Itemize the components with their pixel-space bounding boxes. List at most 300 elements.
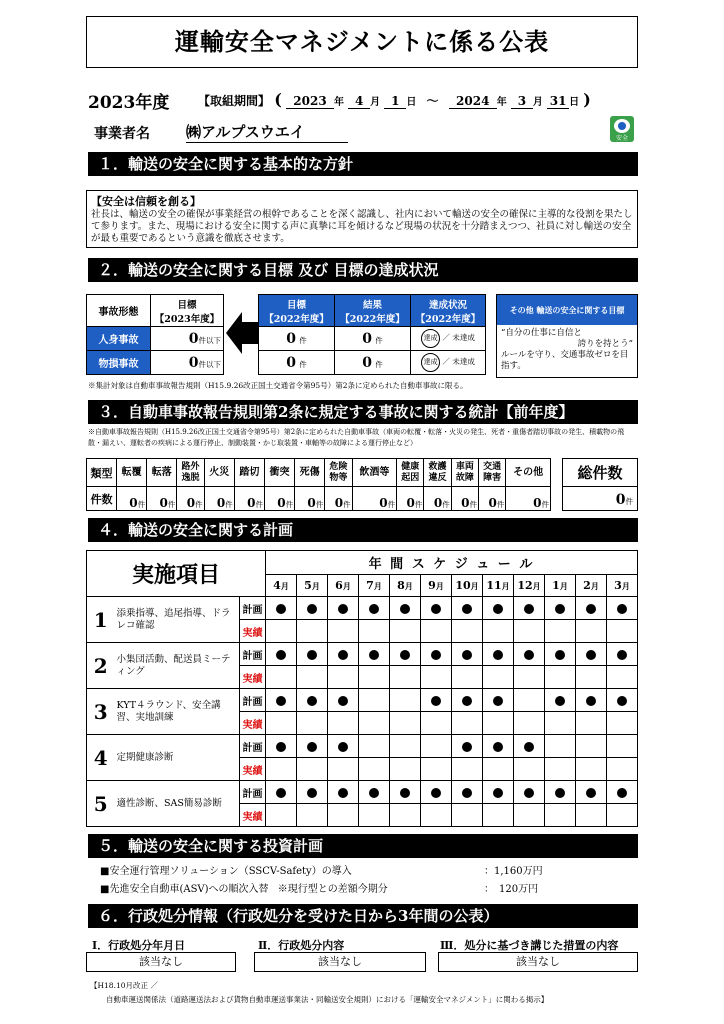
- accident-stats-table: [86, 458, 551, 511]
- plan-cell: [359, 643, 390, 666]
- stat-count: [147, 487, 177, 511]
- month-unit: 月: [590, 581, 599, 591]
- plan-cell: [421, 643, 452, 666]
- actual-cell: [359, 712, 390, 735]
- investment-amount: ： 120万円: [484, 884, 539, 895]
- plan-dot-icon: [369, 650, 379, 660]
- unit: 件: [343, 500, 351, 509]
- plan-dot-icon: [586, 604, 596, 614]
- plan-dot-icon: [524, 650, 534, 660]
- stat-count-value: 0: [129, 496, 138, 510]
- plan-dot-icon: [400, 604, 410, 614]
- actual-cell: [390, 712, 421, 735]
- month-unit: 月: [501, 581, 510, 591]
- unit: 件: [299, 335, 307, 345]
- month-header: [452, 575, 483, 597]
- plan-dot-icon: [524, 788, 534, 798]
- plan-dot-icon: [462, 650, 472, 660]
- stat-count: [451, 487, 478, 511]
- stat-count-value: 0: [216, 496, 226, 510]
- actual-cell: [390, 804, 421, 827]
- item-name: 小集団活動、配送員ミーティング: [115, 643, 240, 689]
- month-number: 9: [428, 579, 436, 592]
- section3-note: ※自動車事故報告規則（H15.9.26改正国土交通省令第95号）第2条に定められた自動車事故（車両の転覆・転落・火災の発生、死者・重傷者踏切事故の発生、積載物の飛散・漏えい、運転者の疾病による運行停止、制動装置・かじ取装置・車軸等の故障による運行停止など）: [88, 428, 625, 447]
- plan-dot-icon: [431, 788, 441, 798]
- actual-cell: [390, 758, 421, 781]
- plan-label: 計画: [240, 689, 266, 712]
- actual-cell: [421, 804, 452, 827]
- company-name: ㈱アルプスウエイ: [186, 121, 348, 143]
- plan-cell: [297, 781, 328, 804]
- stat-count-value: 0: [159, 496, 168, 510]
- plan-cell: [576, 735, 607, 758]
- actual-label: 実績: [240, 758, 266, 781]
- plan-dot-icon: [276, 604, 286, 614]
- plan-cell: [359, 689, 390, 712]
- plan-dot-icon: [338, 696, 348, 706]
- plan-dot-icon: [400, 650, 410, 660]
- plan-cell: [514, 597, 545, 620]
- plan-dot-icon: [524, 742, 534, 752]
- slash: ／: [442, 357, 450, 366]
- plan-cell: [390, 689, 421, 712]
- footer-line-1: 【H18.10月改正 ／: [90, 981, 158, 990]
- stat-count: [177, 487, 204, 511]
- plan-dot-icon: [338, 742, 348, 752]
- plan-dot-icon: [586, 788, 596, 798]
- month-unit: 月: [532, 581, 541, 591]
- end-month: 3: [511, 94, 533, 109]
- stat-count-value: 0: [277, 496, 286, 510]
- plan-dot-icon: [555, 696, 565, 706]
- item-name: 適性診断、SAS簡易診断: [115, 781, 240, 827]
- actual-cell: [328, 620, 359, 643]
- stat-category: 火災: [204, 459, 234, 487]
- stat-count: [506, 487, 551, 511]
- plan-dot-icon: [369, 788, 379, 798]
- plan-dot-icon: [586, 696, 596, 706]
- stat-count: [117, 487, 147, 511]
- investment-amount: ：1,160万円: [484, 866, 543, 877]
- plan-dot-icon: [617, 650, 627, 660]
- investment-label: ■安全運行管理ソリューション（SSCV-Safety）の導入: [100, 866, 352, 877]
- achieved-circle: 達成: [421, 329, 440, 348]
- unit: 件: [195, 500, 203, 509]
- actual-cell: [390, 666, 421, 689]
- actual-cell: [514, 620, 545, 643]
- actual-cell: [266, 758, 297, 781]
- plan-cell: [328, 643, 359, 666]
- plan-cell: [421, 689, 452, 712]
- item-number: 4: [87, 735, 115, 781]
- actual-cell: [452, 712, 483, 735]
- result-injury: [335, 327, 411, 351]
- plan-cell: [483, 689, 514, 712]
- section5-heading: ５．輸送の安全に関する投資計画: [88, 834, 638, 858]
- plan-dot-icon: [307, 696, 317, 706]
- unit: 件: [414, 500, 423, 509]
- actual-cell: [359, 620, 390, 643]
- stat-category: 転落: [147, 459, 177, 487]
- actual-cell: [545, 758, 576, 781]
- col-accident-type: 事故形態: [87, 295, 151, 327]
- actual-cell: [514, 666, 545, 689]
- investment-note: ※現行型との差額今期分: [277, 884, 388, 895]
- plan-dot-icon: [493, 696, 503, 706]
- prev-target-property: [259, 351, 335, 375]
- actual-cell: [297, 620, 328, 643]
- stat-count-value: 0: [334, 496, 344, 510]
- col3-label: Ⅲ．処分に基づき講じた措置の内容: [440, 939, 619, 952]
- section4-heading: ４．輸送の安全に関する計画: [88, 518, 638, 542]
- plan-dot-icon: [617, 696, 627, 706]
- plan-cell: [545, 781, 576, 804]
- row-label-type: 類型: [87, 459, 117, 487]
- actual-cell: [297, 712, 328, 735]
- stat-category: 路外 逸脱: [177, 459, 204, 487]
- row-label-count: 件数: [87, 487, 117, 511]
- plan-dot-icon: [307, 650, 317, 660]
- plan-cell: [328, 735, 359, 758]
- plan-dot-icon: [338, 788, 348, 798]
- col1-value: 該当なし: [86, 952, 236, 972]
- plan-dot-icon: [462, 788, 472, 798]
- actual-cell: [545, 620, 576, 643]
- stat-category: 踏切: [234, 459, 264, 487]
- col-result-2022: 結果 【2022年度】: [335, 295, 411, 327]
- actual-cell: [328, 712, 359, 735]
- month-unit: 月: [311, 581, 320, 591]
- plan-dot-icon: [462, 742, 472, 752]
- month-unit: 月: [280, 581, 289, 591]
- col1-label: Ⅰ．行政処分年月日: [92, 939, 186, 952]
- month-unit: 月: [342, 581, 351, 591]
- actual-cell: [576, 758, 607, 781]
- item-number: 2: [87, 643, 115, 689]
- result-property: [335, 351, 411, 375]
- items-header: 実施項目: [87, 551, 266, 597]
- row-type-injury: 人身事故: [87, 327, 151, 351]
- unit: 件: [255, 500, 263, 509]
- col-target-2022: 目標 【2022年度】: [259, 295, 335, 327]
- plan-cell: [266, 689, 297, 712]
- actual-cell: [328, 758, 359, 781]
- section2-heading: ２．輸送の安全に関する目標 及び 目標の達成状況: [88, 258, 638, 282]
- actual-cell: [576, 666, 607, 689]
- month-number: 4: [273, 579, 281, 592]
- actual-label: 実績: [240, 804, 266, 827]
- stat-count-value: 0: [307, 496, 316, 510]
- other-goal-header: その他 輸送の安全に関する目標: [497, 295, 637, 325]
- month-header: [390, 575, 421, 597]
- stat-count: [352, 487, 397, 511]
- unit: 件: [469, 500, 478, 509]
- target-property-value: 0: [188, 354, 199, 371]
- month-number: 8: [397, 579, 405, 592]
- plan-dot-icon: [586, 650, 596, 660]
- unit: 件: [167, 500, 176, 509]
- investment-list: [100, 862, 620, 898]
- actual-cell: [421, 758, 452, 781]
- actual-cell: [483, 804, 514, 827]
- other-text-1: “自分の仕事に自信と: [501, 328, 582, 338]
- plan-cell: [266, 781, 297, 804]
- plan-cell: [576, 781, 607, 804]
- actual-cell: [266, 804, 297, 827]
- plan-cell: [483, 735, 514, 758]
- month-header: [297, 575, 328, 597]
- col2-value: 該当なし: [254, 952, 426, 972]
- not-achieved: 未達成: [452, 333, 475, 342]
- day-unit: 日: [569, 97, 580, 108]
- month-number: 12: [517, 579, 533, 592]
- unit: 件: [442, 500, 450, 509]
- plan-cell: [266, 735, 297, 758]
- unit: 件: [315, 500, 324, 509]
- unit: 件: [375, 359, 383, 369]
- actual-cell: [483, 666, 514, 689]
- unit: 件: [496, 500, 505, 509]
- plan-dot-icon: [431, 650, 441, 660]
- section2-footnote: ※集計対象は自動車事故報告規則（H15.9.26改正国土交通省令第95号）第2条に定められた自動車事故に限る。: [88, 381, 468, 390]
- arrow-left-icon: [226, 312, 258, 354]
- plan-cell: [390, 643, 421, 666]
- target-property: [151, 351, 224, 375]
- result-value: 0: [362, 330, 373, 347]
- target-injury-value: 0: [188, 330, 199, 347]
- prev-target-value: 0: [286, 330, 297, 347]
- plan-cell: [514, 689, 545, 712]
- fiscal-year: 2023年度: [88, 93, 170, 113]
- prev-target-value: 0: [286, 354, 297, 371]
- plan-label: 計画: [240, 597, 266, 620]
- safety-badge-icon: [610, 116, 634, 142]
- plan-cell: [545, 735, 576, 758]
- plan-cell: [452, 689, 483, 712]
- actual-cell: [266, 666, 297, 689]
- item-name: 添乗指導、追尾指導、ドラレコ確認: [115, 597, 240, 643]
- col3-value: 該当なし: [438, 952, 638, 972]
- result-value: 0: [362, 354, 373, 371]
- month-header: [359, 575, 390, 597]
- actual-cell: [359, 666, 390, 689]
- plan-cell: [576, 689, 607, 712]
- col-target-2023: 目標 【2023年度】: [151, 295, 224, 327]
- month-header: [421, 575, 452, 597]
- col-achievement-2022: 達成状況 【2022年度】: [411, 295, 486, 327]
- plan-cell: [266, 643, 297, 666]
- stat-count-value: 0: [461, 496, 470, 510]
- stat-count-value: 0: [533, 496, 542, 510]
- plan-cell: [359, 735, 390, 758]
- unit: 件: [541, 500, 549, 509]
- other-goal-text: [497, 325, 637, 375]
- month-unit: 月: [470, 581, 479, 591]
- unit: 件: [285, 500, 294, 509]
- plan-dot-icon: [555, 650, 565, 660]
- actual-cell: [421, 712, 452, 735]
- actual-cell: [607, 620, 638, 643]
- year-unit: 年: [496, 97, 507, 108]
- stat-count: [424, 487, 451, 511]
- month-unit: 月: [621, 581, 630, 591]
- stat-category: 飲酒等: [352, 459, 397, 487]
- plan-label: 計画: [240, 643, 266, 666]
- end-day: 31: [547, 94, 569, 109]
- month-unit: 月: [373, 581, 382, 591]
- total-count: [563, 487, 638, 511]
- plan-dot-icon: [555, 788, 565, 798]
- item-number: 5: [87, 781, 115, 827]
- plan-cell: [452, 781, 483, 804]
- stat-category: 危険 物等: [325, 459, 352, 487]
- plan-cell: [390, 735, 421, 758]
- achievement-injury: [411, 327, 486, 351]
- plan-dot-icon: [493, 650, 503, 660]
- plan-dot-icon: [307, 788, 317, 798]
- actual-cell: [421, 620, 452, 643]
- stat-category: その他: [506, 459, 551, 487]
- plan-dot-icon: [276, 742, 286, 752]
- other-text-2: 誇りを持とう”: [577, 339, 633, 349]
- actual-cell: [421, 666, 452, 689]
- stat-category: 救護 違反: [424, 459, 451, 487]
- other-goal-box: [496, 294, 638, 378]
- stat-count-value: 0: [186, 496, 196, 510]
- plan-cell: [297, 643, 328, 666]
- month-number: 3: [614, 579, 622, 592]
- row-type-property: 物損事故: [87, 351, 151, 375]
- month-header: [328, 575, 359, 597]
- actual-cell: [607, 804, 638, 827]
- section1-heading: １．輸送の安全に関する基本的な方針: [88, 152, 638, 176]
- plan-dot-icon: [431, 696, 441, 706]
- paren-close: ): [583, 90, 591, 109]
- actual-cell: [297, 666, 328, 689]
- tilde: ～: [426, 94, 439, 108]
- month-header: [607, 575, 638, 597]
- investment-item: [100, 862, 620, 880]
- unit: 件: [225, 500, 233, 509]
- plan-dot-icon: [462, 604, 472, 614]
- stat-count-value: 0: [406, 496, 415, 510]
- actual-cell: [483, 620, 514, 643]
- policy-text: 社長は、輸送の安全の確保が事業経営の根幹であることを深く認識し、社内において輸送の安全の確保に主導的な役割を果たして参ります。また、現場における安全に関する声に真摯に耳を傾けるなど現場の状況を十分踏まえつつ、社員に対し輸送の安全が最も重要であるという意識を徹底させます。: [91, 209, 633, 244]
- actual-label: 実績: [240, 712, 266, 735]
- prev-target-injury: [259, 327, 335, 351]
- stat-count: [325, 487, 352, 511]
- stat-count-value: 0: [379, 496, 388, 510]
- plan-cell: [545, 643, 576, 666]
- stat-count: [264, 487, 294, 511]
- page-title: 運輸安全マネジメントに係る公表: [174, 27, 550, 56]
- stat-count: [204, 487, 234, 511]
- actual-cell: [452, 620, 483, 643]
- plan-cell: [607, 781, 638, 804]
- actual-cell: [266, 620, 297, 643]
- footer-line-2: 自動車運送関係法（道路運送法および貨物自動車運送事業法・同輸送安全規則）における「運輸安全マネジメント」に関わる掲示】: [106, 995, 549, 1004]
- plan-cell: [328, 781, 359, 804]
- plan-cell: [545, 689, 576, 712]
- plan-cell: [297, 597, 328, 620]
- stat-count-value: 0: [247, 496, 256, 510]
- plan-cell: [452, 643, 483, 666]
- company-label: 事業者名: [94, 126, 150, 142]
- plan-cell: [514, 781, 545, 804]
- plan-cell: [452, 597, 483, 620]
- year-unit: 年: [333, 97, 344, 108]
- plan-cell: [390, 597, 421, 620]
- plan-dot-icon: [431, 604, 441, 614]
- actual-cell: [607, 666, 638, 689]
- schedule-header: 年 間 ス ケ ジ ュ ー ル: [266, 551, 638, 575]
- plan-cell: [607, 689, 638, 712]
- month-unit: 月: [404, 581, 413, 591]
- total-value: 0: [615, 492, 626, 508]
- actual-cell: [545, 712, 576, 735]
- item-number: 1: [87, 597, 115, 643]
- stat-category: 死傷: [295, 459, 325, 487]
- section3-heading: ３．自動車事故報告規則第2条に規定する事故に関する統計【前年度】: [88, 400, 638, 424]
- stat-category: 健康 起因: [397, 459, 424, 487]
- actual-cell: [297, 758, 328, 781]
- start-day: 1: [384, 94, 406, 109]
- actual-cell: [514, 804, 545, 827]
- item-name: 定期健康診断: [115, 735, 240, 781]
- policy-box: [86, 190, 638, 248]
- plan-cell: [576, 597, 607, 620]
- unit: 件: [299, 359, 307, 369]
- actual-cell: [483, 758, 514, 781]
- plan-cell: [421, 781, 452, 804]
- unit: 件: [387, 500, 396, 509]
- actual-cell: [576, 712, 607, 735]
- title-box: [86, 16, 638, 68]
- plan-cell: [607, 643, 638, 666]
- plan-dot-icon: [493, 742, 503, 752]
- slash: ／: [442, 333, 450, 342]
- investment-item: [100, 880, 620, 898]
- month-number: 11: [486, 579, 502, 592]
- stat-count: [234, 487, 264, 511]
- stat-category: 車両 故障: [451, 459, 478, 487]
- actual-cell: [297, 804, 328, 827]
- achievement-property: [411, 351, 486, 375]
- plan-cell: [514, 735, 545, 758]
- unit: 件: [137, 500, 146, 509]
- achieved-circle: 達成: [421, 353, 440, 372]
- plan-dot-icon: [369, 604, 379, 614]
- policy-title: 【安全は信頼を創る】: [91, 195, 201, 208]
- plan-cell: [421, 597, 452, 620]
- actual-cell: [266, 712, 297, 735]
- plan-dot-icon: [338, 604, 348, 614]
- actual-cell: [607, 712, 638, 735]
- end-year: 2024: [449, 94, 497, 109]
- actual-cell: [607, 758, 638, 781]
- plan-dot-icon: [276, 650, 286, 660]
- plan-cell: [266, 597, 297, 620]
- stat-count: [295, 487, 325, 511]
- actual-cell: [514, 712, 545, 735]
- plan-dot-icon: [276, 788, 286, 798]
- plan-cell: [328, 689, 359, 712]
- unit: 件: [375, 335, 383, 345]
- actual-cell: [483, 712, 514, 735]
- period-label: 【取組期間】: [198, 94, 271, 108]
- plan-cell: [452, 735, 483, 758]
- month-header: [514, 575, 545, 597]
